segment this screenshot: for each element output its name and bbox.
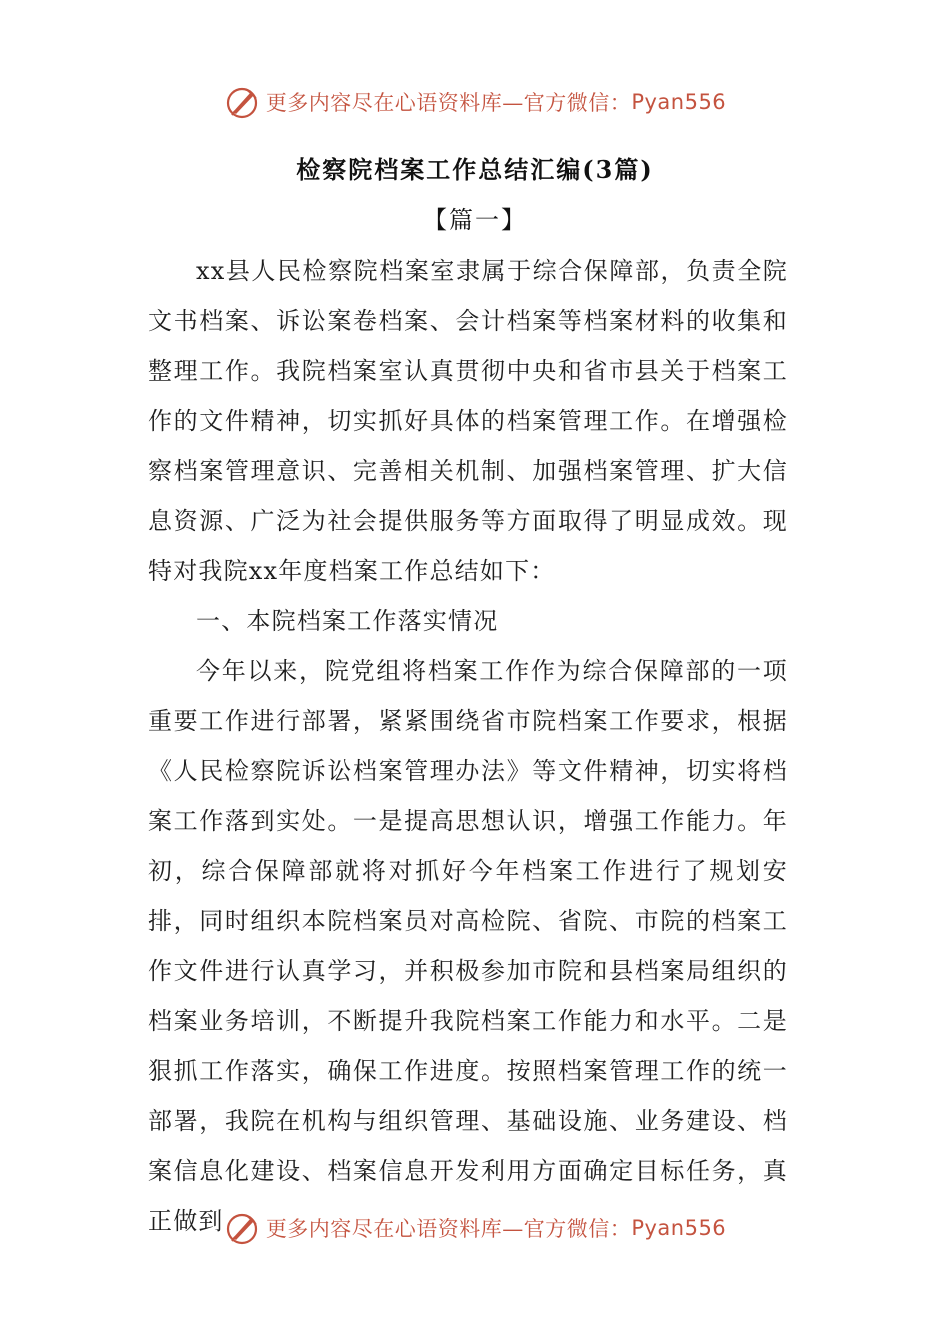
wechat-id: Pyan556 xyxy=(631,1216,727,1240)
banner-text: 更多内容尽在心语资料库—官方微信： xyxy=(265,91,632,115)
document-title: 检察院档案工作总结汇编(3篇) xyxy=(296,155,654,184)
quill-pen-seal-icon xyxy=(224,84,260,120)
document-body xyxy=(148,246,788,1246)
header-banner xyxy=(0,82,950,122)
paragraph: xx县人民检察院档案室隶属于综合保障部，负责全院文书档案、诉讼案卷档案、会计档案等档案材料的收集和整理工作。我院档案室认真贯彻中央和省市县关于档案工作的文件精神，切实抓好具体的档案管理工作。在增强检察档案管理意识、完善相关机制、加强档案管理、扩大信息资源、广泛为社会提供服务等方面取得了明显成效。现特对我院xx年度档案工作总结如下： xyxy=(148,257,788,585)
footer-banner xyxy=(0,1208,950,1248)
banner-text: 更多内容尽在心语资料库—官方微信： xyxy=(265,1217,632,1241)
quill-pen-seal-icon xyxy=(224,1210,260,1246)
paragraph: 今年以来，院党组将档案工作作为综合保障部的一项重要工作进行部署，紧紧围绕省市院档案工作要求，根据《人民检察院诉讼档案管理办法》等文件精神，切实将档案工作落到实处。一是提高思想认识，增强工作能力。年初，综合保障部就将对抓好今年档案工作进行了规划安排，同时组织本院档案员对高检院、省院、市院的档案工作文件进行认真学习，并积极参加市院和县档案局组织的档案业务培训，不断提升我院档案工作能力和水平。二是狠抓工作落实，确保工作进度。按照档案管理工作的统一部署，我院在机构与组织管理、基础设施、业务建设、档案信息化建设、档案信息开发利用方面确定目标任务，真正做到 xyxy=(148,657,788,1235)
section-label: 【篇一】 xyxy=(423,206,527,234)
wechat-id: Pyan556 xyxy=(631,90,727,114)
paragraph-heading: 一、本院档案工作落实情况 xyxy=(196,607,499,635)
